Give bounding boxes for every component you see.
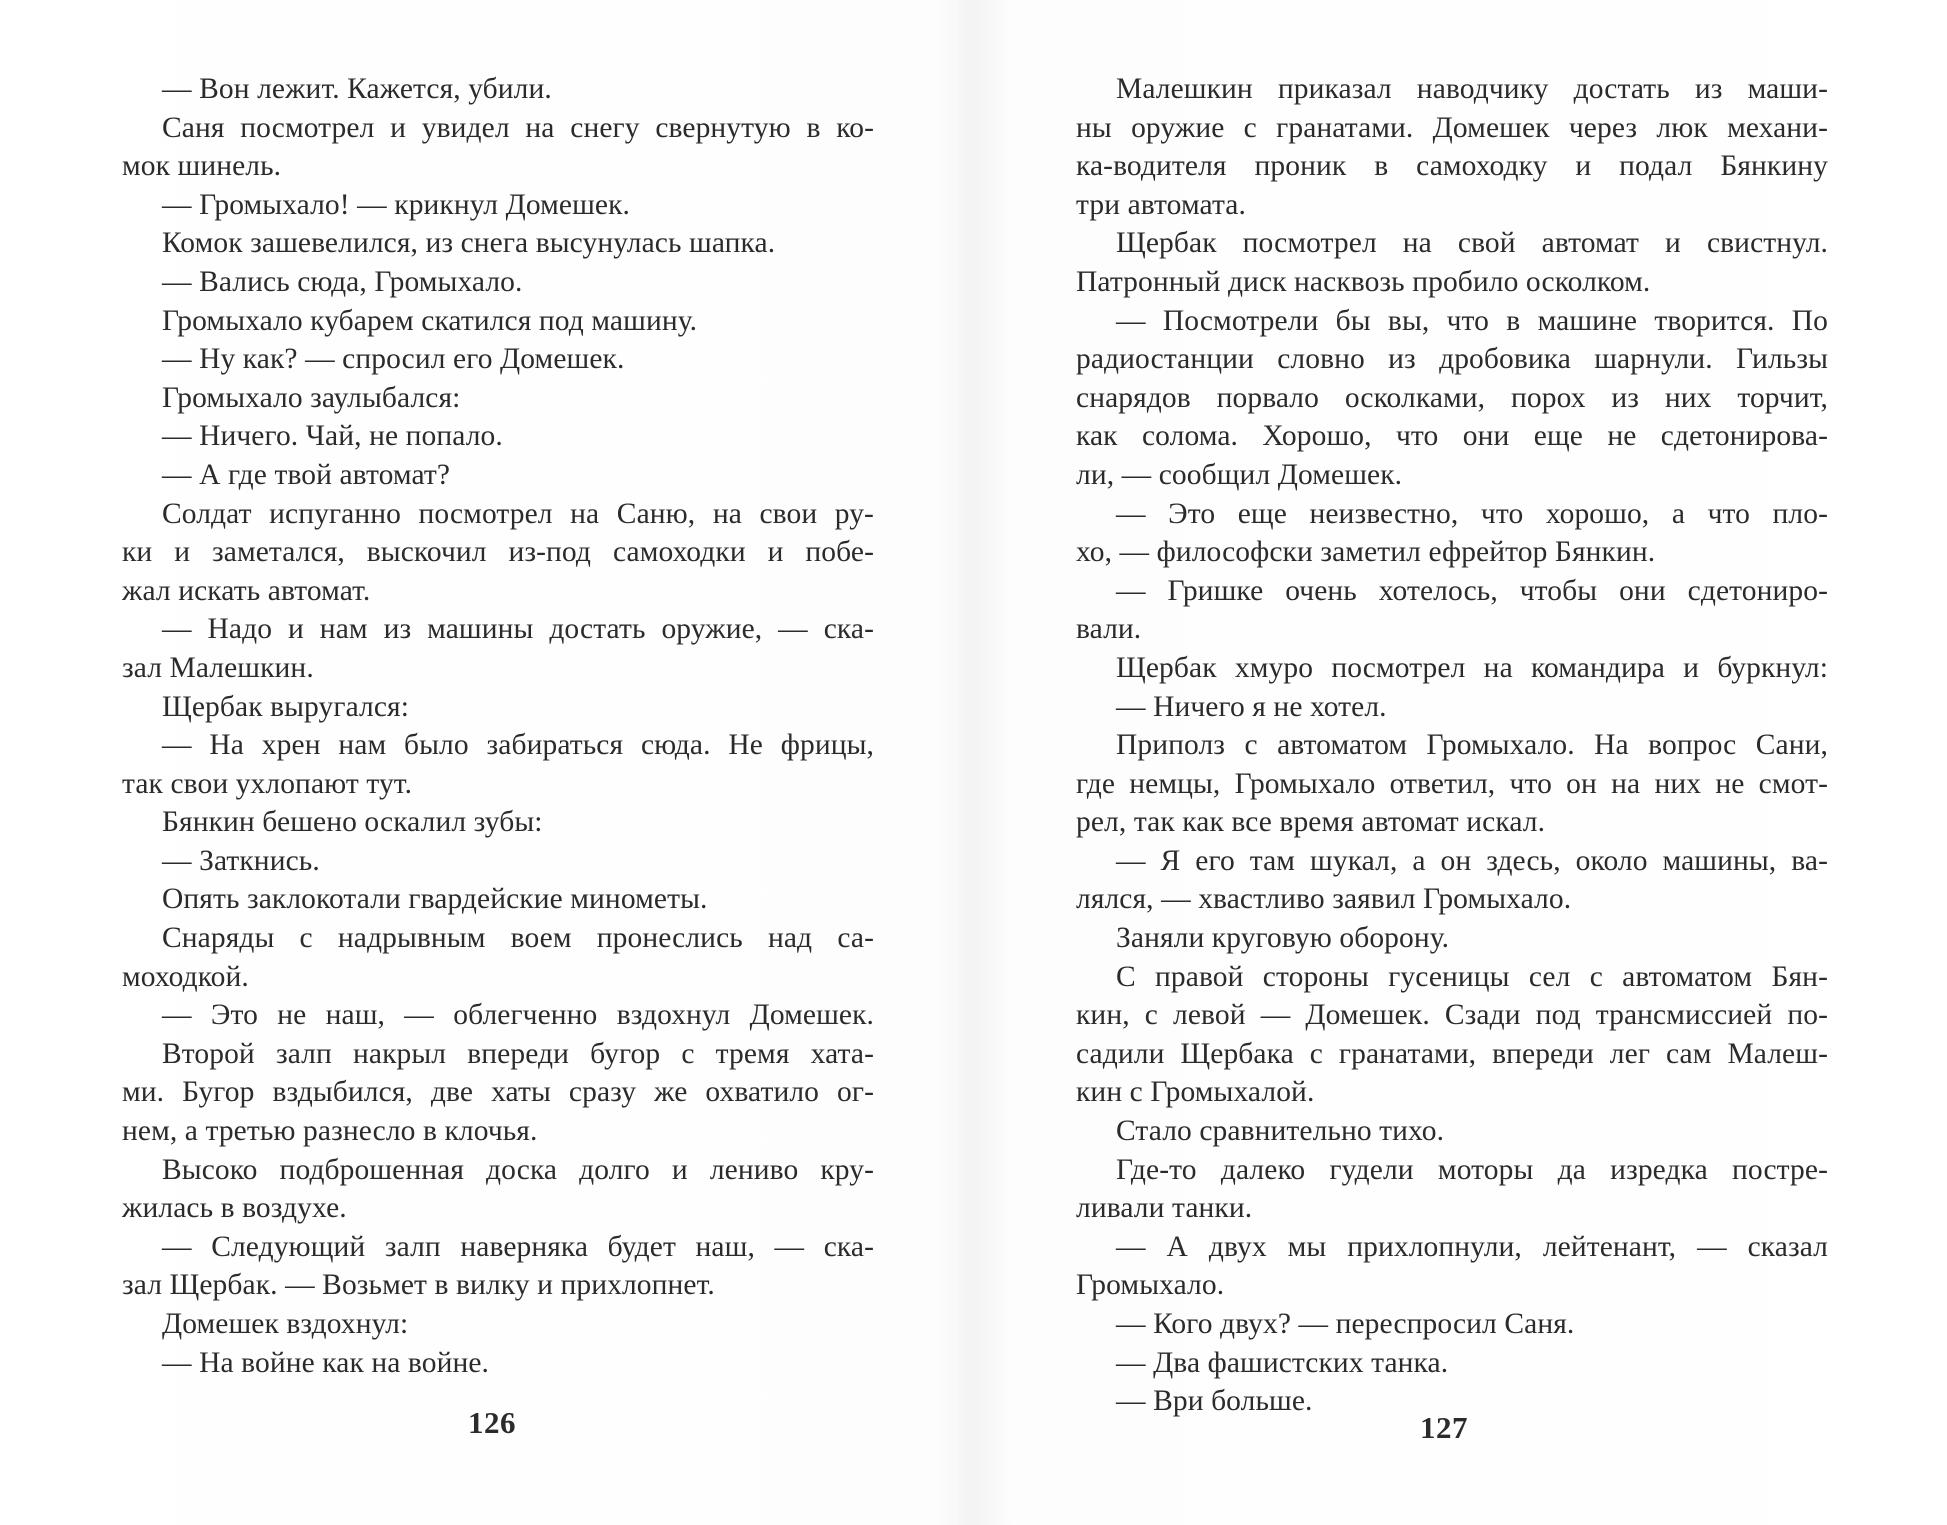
text-line: — Следующий залп наверняка будет наш, — ска- [162, 1230, 874, 1263]
right-page-text [1076, 70, 1828, 1421]
text-line: мок шинель. [122, 150, 282, 183]
text-line: радиостанции словно из дробовика шарнули. Гильзы [1076, 343, 1828, 376]
text-line: — Надо и нам из машины достать оружие, — ска- [162, 613, 874, 646]
text-line: — Я его там шукал, а он здесь, около машины, ва- [1116, 844, 1828, 877]
text-line: ми. Бугор вздыбился, две хаты сразу же охватило ог- [122, 1076, 874, 1109]
text-line: ка-водителя проник в самоходку и подал Бянкину [1076, 150, 1828, 183]
text-line: — Ври больше. [1116, 1385, 1313, 1418]
text-line: садили Щербака с гранатами, впереди лег сам Малеш- [1076, 1037, 1828, 1070]
text-line: ливали танки. [1076, 1192, 1253, 1225]
text-line: так свои ухлопают тут. [122, 767, 413, 800]
text-line: Где-то далеко гудели моторы да изредка постре- [1116, 1153, 1828, 1186]
text-line: — Ничего. Чай, не попало. [162, 420, 503, 453]
text-line: нем, а третью разнесло в клочья. [122, 1115, 538, 1148]
text-line: — А где твой автомат? [162, 458, 451, 491]
text-line: Комок зашевелился, из снега высунулась шапка. [162, 227, 776, 260]
left-page-number: 126 [468, 1405, 516, 1440]
text-line: — На хрен нам было забираться сюда. Не фрицы, [162, 729, 874, 762]
text-line: зал Малешкин. [122, 651, 314, 684]
text-line: — Это еще неизвестно, что хорошо, а что пло- [1116, 497, 1828, 530]
text-line: ны оружие с гранатами. Домешек через люк механи- [1076, 111, 1828, 144]
text-line: — Ну как? — спросил его Домешек. [162, 343, 625, 376]
text-line: Стало сравнительно тихо. [1116, 1115, 1445, 1148]
text-line: — Заткнись. [162, 844, 320, 877]
text-line: ли, — сообщил Домешек. [1076, 458, 1403, 491]
text-line: — Это не наш, — облегченно вздохнул Домешек. [162, 999, 874, 1032]
right-page [980, 0, 1947, 1525]
text-line: — Кого двух? — переспросил Саня. [1116, 1308, 1575, 1340]
left-page [0, 0, 960, 1525]
text-line: зал Щербак. — Возьмет в вилку и прихлопнет. [122, 1269, 715, 1302]
text-line: Снаряды с надрывным воем пронеслись над са- [162, 922, 874, 955]
text-line: кин с Громыхалой. [1076, 1076, 1315, 1109]
text-line: Солдат испуганно посмотрел на Саню, на свои ру- [162, 497, 874, 530]
text-line: вали. [1076, 613, 1142, 646]
text-line: — Вались сюда, Громыхало. [162, 265, 523, 298]
text-line: — Посмотрели бы вы, что в машине творится. По [1116, 304, 1828, 337]
text-line: Громыхало кубарем скатился под машину. [162, 304, 698, 337]
text-line: — Громыхало! — крикнул Домешек. [162, 188, 630, 221]
text-line: Бянкин бешено оскалил зубы: [162, 806, 543, 839]
text-line: кин, с левой — Домешек. Сзади под трансмиссией по- [1076, 999, 1828, 1032]
text-line: — Гришке очень хотелось, чтобы они сдетониро- [1116, 574, 1828, 607]
text-line: Приполз с автоматом Громыхало. На вопрос Сани, [1116, 729, 1828, 762]
text-line: Патронный диск насквозь пробило осколком. [1076, 265, 1651, 298]
left-page-text [122, 70, 874, 1382]
text-line: — На войне как на войне. [162, 1346, 490, 1379]
text-line: — Вон лежит. Кажется, убили. [162, 73, 552, 105]
text-line: жилась в воздухе. [122, 1192, 347, 1225]
text-line: Щербак хмуро посмотрел на командира и буркнул: [1116, 651, 1828, 684]
text-line: Щербак выругался: [162, 690, 410, 723]
text-line: Опять заклокотали гвардейские минометы. [162, 883, 708, 916]
text-line: Домешек вздохнул: [162, 1308, 409, 1340]
text-line: три автомата. [1076, 188, 1246, 221]
text-line: Второй залп накрыл впереди бугор с тремя хата- [162, 1037, 874, 1070]
text-line: ки и заметался, выскочил из-под самоходки и побе- [122, 536, 874, 569]
text-line: лялся, — хвастливо заявил Громыхало. [1076, 883, 1572, 916]
text-line: как солома. Хорошо, что они еще не сдетонирова- [1076, 420, 1828, 453]
text-line: — А двух мы прихлопнули, лейтенант, — сказал [1116, 1230, 1828, 1263]
text-line: где немцы, Громыхало ответил, что он на них не смот- [1076, 767, 1828, 800]
text-line: хо, — философски заметил ефрейтор Бянкин. [1076, 536, 1656, 569]
text-line: — Ничего я не хотел. [1116, 690, 1387, 723]
right-page-number: 127 [1420, 1410, 1468, 1445]
text-line: снарядов порвало осколками, порох из них торчит, [1076, 381, 1828, 414]
text-line: Заняли круговую оборону. [1116, 922, 1450, 955]
text-line: Высоко подброшенная доска долго и лениво кру- [162, 1153, 874, 1186]
text-line: С правой стороны гусеницы сел с автоматом Бян- [1116, 960, 1828, 993]
text-line: Саня посмотрел и увидел на снегу свернутую в ко- [162, 111, 874, 144]
text-line: моходкой. [122, 960, 249, 993]
text-line: Малешкин приказал наводчику достать из маши- [1116, 73, 1828, 105]
text-line: Громыхало. [1076, 1269, 1225, 1302]
text-line: жал искать автомат. [122, 574, 371, 607]
text-line: рел, так как все время автомат искал. [1076, 806, 1546, 839]
text-line: Громыхало заулыбался: [162, 381, 461, 414]
text-line: — Два фашистских танка. [1116, 1346, 1449, 1379]
text-line: Щербак посмотрел на свой автомат и свистнул. [1116, 227, 1828, 260]
